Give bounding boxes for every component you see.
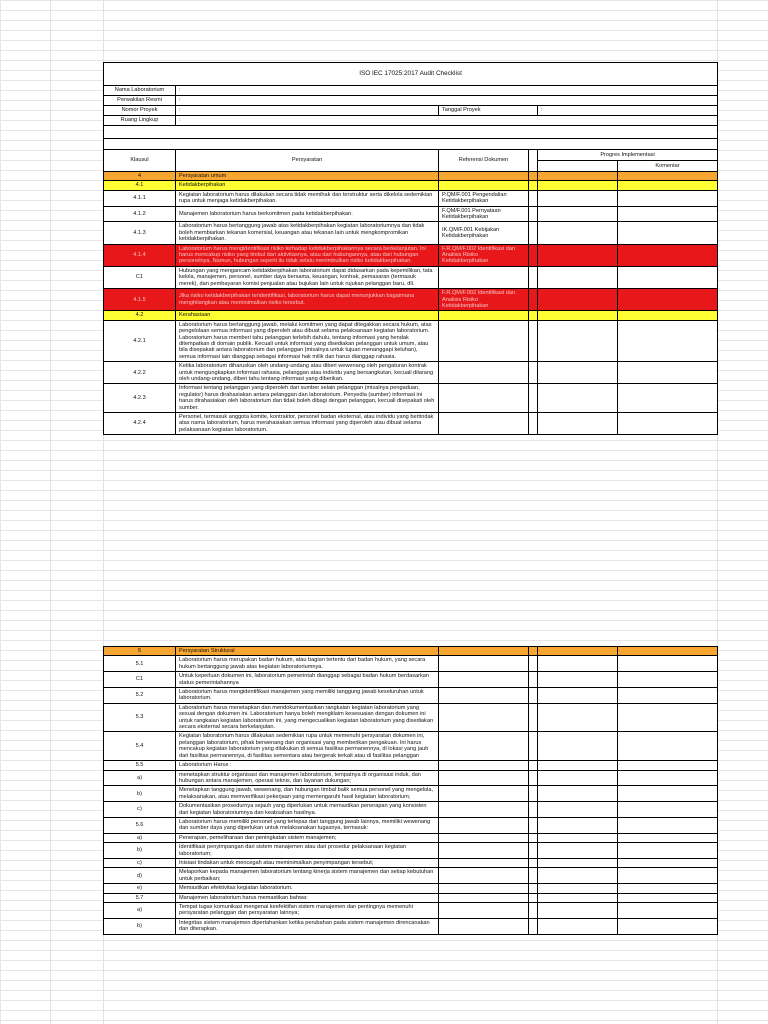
- comment-cell[interactable]: [618, 761, 718, 770]
- comment-cell[interactable]: [618, 918, 718, 934]
- reference-cell[interactable]: [439, 688, 529, 704]
- gap-cell: [529, 206, 538, 222]
- requirement-cell: menetapkan struktur organisasi dan manajemen laboratorium, tempatnya di organisasi induk, dan hubungan antara manajemen, operasi teknis, dan layanan dukungan;: [176, 770, 439, 786]
- comment-cell[interactable]: [618, 413, 718, 435]
- comment-cell[interactable]: [618, 289, 718, 311]
- checklist-row: [104, 918, 718, 934]
- requirement-cell: Laboratorium harus bertanggung jawab atas ketidakberpihakan kegiatan laboratoriumnya dan tidak boleh membiarkan tekanan komersial, keuangan atau tekanan lain untuk mengkompromikan ketidakberpihakan.: [176, 222, 439, 244]
- checklist-row: [104, 884, 718, 893]
- progress-cell[interactable]: [538, 688, 618, 704]
- comment-cell[interactable]: [618, 384, 718, 413]
- checklist-row: [104, 362, 718, 384]
- checklist-table: [103, 62, 718, 435]
- requirement-cell: Informasi tentang pelanggan yang diperoleh dari sumber selain pelanggan (misalnya pengaduan, regulator) harus dirahasiakan antara pelanggan dan laboratorium. Penyedia (sumber) informasi ini harus dirahasiakan oleh laboratorium dan tidak boleh dibagi dengan pelanggan, kecuali disepakati oleh sumber.: [176, 384, 439, 413]
- checklist-row: [104, 190, 718, 206]
- gap-cell: [529, 172, 538, 181]
- progress-cell[interactable]: [538, 868, 618, 884]
- reference-cell[interactable]: [439, 672, 529, 688]
- checklist-row: [104, 770, 718, 786]
- checklist-row: [104, 703, 718, 732]
- comment-cell[interactable]: [618, 817, 718, 833]
- checklist-row: [104, 647, 718, 656]
- requirement-cell: Ketika laboratorium diharuskan oleh undang-undang atau diberi wewenang oleh pengaturan kontrak untuk mengungkapkan informasi rahasia, pelanggan atau individu yang bersangkutan, kecuali dilarang oleh undang-undang, diberi tahu tentang informasi yang diberikan.: [176, 362, 439, 384]
- comment-cell[interactable]: [618, 362, 718, 384]
- requirement-cell: Manajemen laboratorium harus berkomitmen pada ketidakberpihakan.: [176, 206, 439, 222]
- reference-cell[interactable]: [439, 647, 529, 656]
- checklist-row: [104, 320, 718, 361]
- gap-cell: [529, 647, 538, 656]
- reference-cell[interactable]: [439, 761, 529, 770]
- progress-cell[interactable]: [538, 918, 618, 934]
- checklist-row: [104, 222, 718, 244]
- gap-cell: [529, 362, 538, 384]
- project-no-label: Nomor Proyek: [104, 106, 176, 116]
- comment-cell[interactable]: [618, 172, 718, 181]
- progress-subcell: [538, 161, 618, 172]
- spacer-row: [104, 126, 718, 139]
- checklist-sheet: [103, 646, 717, 935]
- comment-cell[interactable]: [618, 656, 718, 672]
- progress-cell[interactable]: [538, 893, 618, 902]
- clause-cell: 5: [104, 647, 176, 656]
- progress-cell[interactable]: [538, 384, 618, 413]
- reference-cell[interactable]: [439, 656, 529, 672]
- gap-cell: [529, 884, 538, 893]
- checklist-row: [104, 672, 718, 688]
- progress-cell[interactable]: [538, 703, 618, 732]
- reference-cell[interactable]: [439, 802, 529, 818]
- comment-cell[interactable]: [618, 833, 718, 842]
- progress-cell[interactable]: [538, 172, 618, 181]
- clause-cell: 5.1: [104, 656, 176, 672]
- comment-cell[interactable]: [618, 311, 718, 320]
- gap-cell: [529, 833, 538, 842]
- checklist-row: [104, 732, 718, 761]
- clause-cell: 4.2.3: [104, 384, 176, 413]
- clause-cell: d): [104, 868, 176, 884]
- clause-cell: 4.2.4: [104, 413, 176, 435]
- requirement-cell: Integritas sistem manajemen dipertahankan ketika perubahan pada sistem manajemen direncanakan dan diterapkan.: [176, 918, 439, 934]
- comment-cell[interactable]: [618, 672, 718, 688]
- reference-cell[interactable]: P.QM/F.001 Pengendalian Ketidakberpihakan: [439, 190, 529, 206]
- checklist-row: [104, 843, 718, 859]
- comment-cell[interactable]: [618, 802, 718, 818]
- comment-cell[interactable]: [618, 320, 718, 361]
- clause-cell: b): [104, 843, 176, 859]
- gap-cell: [529, 786, 538, 802]
- reference-cell[interactable]: F.R.QM/F.002 Identifikasi dan Analisis Risiko Ketidakberpihakan: [439, 289, 529, 311]
- progress-cell[interactable]: [538, 647, 618, 656]
- progress-cell[interactable]: [538, 656, 618, 672]
- gap-cell: [529, 770, 538, 786]
- reference-cell[interactable]: [439, 266, 529, 288]
- header-gap: [529, 150, 538, 172]
- reference-cell[interactable]: [439, 732, 529, 761]
- reference-cell[interactable]: [439, 172, 529, 181]
- gap-cell: [529, 656, 538, 672]
- progress-cell[interactable]: [538, 802, 618, 818]
- gap-cell: [529, 672, 538, 688]
- progress-cell[interactable]: [538, 266, 618, 288]
- requirement-cell: Manajemen laboratorium harus memastikan bahwa:: [176, 893, 439, 902]
- comment-cell[interactable]: [618, 647, 718, 656]
- checklist-page-2: [0, 644, 768, 1024]
- progress-cell[interactable]: [538, 817, 618, 833]
- progress-cell[interactable]: [538, 858, 618, 867]
- reference-cell[interactable]: [439, 884, 529, 893]
- comment-cell[interactable]: [618, 732, 718, 761]
- progress-cell[interactable]: [538, 206, 618, 222]
- progress-cell[interactable]: [538, 289, 618, 311]
- scope-label: Ruang Lingkup: [104, 116, 176, 126]
- clause-cell: 4.1.2: [104, 206, 176, 222]
- clause-cell: 5.2: [104, 688, 176, 704]
- checklist-row: [104, 311, 718, 320]
- gap-cell: [529, 244, 538, 266]
- reference-cell[interactable]: [439, 770, 529, 786]
- reference-cell[interactable]: [439, 703, 529, 732]
- clause-cell: 4: [104, 172, 176, 181]
- requirement-cell: Laboratorium harus mengidentifikasi manajemen yang memiliki tanggung jawab keseluruhan untuk laboratorium.: [176, 688, 439, 704]
- gap-cell: [529, 413, 538, 435]
- gap-cell: [529, 903, 538, 919]
- rep-field[interactable]: :: [176, 96, 718, 106]
- clause-cell: b): [104, 786, 176, 802]
- clause-cell: a): [104, 833, 176, 842]
- requirement-cell: Laboratorium harus memiliki personel yang terlepas dari tanggung jawab lainnya, memiliki wewenang dan sumber daya yang diperlukan untuk melaksanakan tugasnya, termasuk:: [176, 817, 439, 833]
- checklist-row: [104, 413, 718, 435]
- checklist-row: [104, 384, 718, 413]
- progress-cell[interactable]: [538, 244, 618, 266]
- clause-cell: 5.5: [104, 761, 176, 770]
- checklist-row: [104, 833, 718, 842]
- scope-field[interactable]: :: [176, 116, 718, 126]
- progress-cell[interactable]: [538, 833, 618, 842]
- gap-cell: [529, 761, 538, 770]
- checklist-row: [104, 858, 718, 867]
- progress-cell[interactable]: [538, 672, 618, 688]
- requirement-cell: Persyaratan umum: [176, 172, 439, 181]
- page-title: ISO IEC 17025:2017 Audit Checklist: [104, 63, 718, 86]
- comment-cell[interactable]: [618, 703, 718, 732]
- clause-cell: 4.1.1: [104, 190, 176, 206]
- gap-cell: [529, 181, 538, 190]
- requirement-cell: Tempat tugas komunikasi mengenai keefektifan sistem manajemen dan pentingnya memenuhi persyaratan pelanggan dan persyaratan lainnya;: [176, 903, 439, 919]
- gap-cell: [529, 868, 538, 884]
- progress-cell[interactable]: [538, 311, 618, 320]
- reference-cell[interactable]: [439, 413, 529, 435]
- date-field[interactable]: :: [538, 106, 718, 116]
- comment-cell[interactable]: [618, 843, 718, 859]
- comment-cell[interactable]: [618, 190, 718, 206]
- requirement-cell: Persyaratan Struktural: [176, 647, 439, 656]
- gap-cell: [529, 688, 538, 704]
- checklist-row: [104, 266, 718, 288]
- gap-cell: [529, 703, 538, 732]
- checklist-table: [103, 646, 718, 935]
- reference-header: Referensi Dokumen: [439, 150, 529, 172]
- clause-cell: 4.2: [104, 311, 176, 320]
- comment-cell[interactable]: [618, 244, 718, 266]
- requirement-cell: Laboratorium harus merupakan badan hukum, atau bagian tertentu dari badan hukum, yang secara hukum bertanggung jawab atas kegiatan laboratoriumnya.: [176, 656, 439, 672]
- requirement-cell: Laboratorium harus menetapkan dan mendokumentasikan rangkaian kegiatan laboratorium yang sesuai dengan dokumen ini. Laboratorium hanya boleh mengklaim kesesuaian dengan dokumen ini untuk rangkaian kegiatan laboratorium ini, yang mengecualikan kegiatan laboratorium yang disediakan secara eksternal secara berkelanjutan.: [176, 703, 439, 732]
- progress-cell[interactable]: [538, 843, 618, 859]
- project-no-field[interactable]: :: [176, 106, 439, 116]
- checklist-row: [104, 786, 718, 802]
- clause-cell: 5.6: [104, 817, 176, 833]
- progress-cell[interactable]: [538, 770, 618, 786]
- clause-cell: 5.7: [104, 893, 176, 902]
- requirement-cell: Personel, termasuk anggota komite, kontraktor, personel badan eksternal, atau individu yang bertindak atas nama laboratorium, harus merahasiakan semua informasi yang diperoleh atau dibuat selama pelaksanaan kegiatan laboratorium.: [176, 413, 439, 435]
- clause-cell: 4.1.4: [104, 244, 176, 266]
- comment-cell[interactable]: [618, 688, 718, 704]
- requirement-cell: Ketidakberpihakan: [176, 181, 439, 190]
- checklist-row: [104, 181, 718, 190]
- comment-cell[interactable]: [618, 206, 718, 222]
- requirement-cell: Memastikan efektivitas kegiatan laboratorium.: [176, 884, 439, 893]
- requirement-cell: Menetapkan tanggung jawab, wewenang, dan hubungan timbal balik semua personel yang mengelola, melaksanakan, atau memverifikasi pekerjaan yang memengaruhi hasil kegiatan laboratorium;: [176, 786, 439, 802]
- checklist-row: [104, 289, 718, 311]
- progress-cell[interactable]: [538, 884, 618, 893]
- requirement-header: Persyaratan: [176, 150, 439, 172]
- checklist-row: [104, 893, 718, 902]
- reference-cell[interactable]: [439, 833, 529, 842]
- clause-cell: c): [104, 802, 176, 818]
- comment-cell[interactable]: [618, 770, 718, 786]
- comment-cell[interactable]: [618, 893, 718, 902]
- gap-cell: [529, 320, 538, 361]
- progress-cell[interactable]: [538, 732, 618, 761]
- gap-cell: [529, 311, 538, 320]
- progress-cell[interactable]: [538, 761, 618, 770]
- comment-header: Komentar: [618, 161, 718, 172]
- clause-cell: a): [104, 770, 176, 786]
- requirement-cell: Dokumentasikan prosedurnya sejauh yang diperlukan untuk memastikan penerapan yang konsisten dari kegiatan laboratoriumnya dan keabsahan hasilnya.: [176, 802, 439, 818]
- gap-cell: [529, 732, 538, 761]
- clause-cell: 5.3: [104, 703, 176, 732]
- clause-cell: 4.1.5: [104, 289, 176, 311]
- reference-cell[interactable]: F.R.QM/F.002 Identifikasi dan Analisis Risiko Ketidakberpihakan: [439, 244, 529, 266]
- clause-cell: C1: [104, 672, 176, 688]
- clause-cell: 4.2.2: [104, 362, 176, 384]
- reference-cell[interactable]: [439, 817, 529, 833]
- progress-cell[interactable]: [538, 903, 618, 919]
- checklist-row: [104, 206, 718, 222]
- progress-cell[interactable]: [538, 362, 618, 384]
- comment-cell[interactable]: [618, 181, 718, 190]
- clause-header: Klausul: [104, 150, 176, 172]
- gap-cell: [529, 858, 538, 867]
- date-label: Tanggal Proyek: [439, 106, 538, 116]
- comment-cell[interactable]: [618, 858, 718, 867]
- requirement-cell: Hubungan yang mengancam ketidakberpihakan laboratorium dapat didasarkan pada kepemilikan, tata kelola, manajemen, personel, sumber daya bersama, keuangan, kontrak, pemasaran (termasuk merek), dan pembayaran komisi penjualan atau bujukan lain untuk rujukan pelanggan baru, dll.: [176, 266, 439, 288]
- clause-cell: a): [104, 903, 176, 919]
- reference-cell[interactable]: [439, 868, 529, 884]
- progress-cell[interactable]: [538, 181, 618, 190]
- progress-cell[interactable]: [538, 190, 618, 206]
- checklist-sheet: [103, 62, 717, 435]
- checklist-row: [104, 172, 718, 181]
- comment-cell[interactable]: [618, 222, 718, 244]
- gap-cell: [529, 190, 538, 206]
- reference-cell[interactable]: [439, 181, 529, 190]
- progress-cell[interactable]: [538, 413, 618, 435]
- requirement-cell: Kegiatan laboratorium harus dilakukan sedemikian rupa untuk memenuhi persyaratan dokumen ini, pelanggan laboratorium, pihak berwenang dan organisasi yang memberikan pengakuan. Ini harus mencakup kegiatan laboratorium yang dilakukan di semua fasilitas permanennya, di lokasi yang jauh dari fasilitas permanennya, di fasilitas sementara atau bergerak terkait atau di fasilitas pelanggan: [176, 732, 439, 761]
- clause-cell: 4.1: [104, 181, 176, 190]
- requirement-cell: Jika risiko ketidakberpihakan teridentifikasi, laboratorium harus dapat menunjukkan bagaimana menghilangkan atau meminimalkan risiko tersebut.: [176, 289, 439, 311]
- clause-cell: 5.4: [104, 732, 176, 761]
- clause-cell: 4.2.1: [104, 320, 176, 361]
- spacer-row: [104, 139, 718, 150]
- checklist-row: [104, 244, 718, 266]
- checklist-page-1: [0, 52, 768, 536]
- gap-cell: [529, 384, 538, 413]
- reference-cell[interactable]: [439, 362, 529, 384]
- reference-cell[interactable]: F.QM/F.001 Pernyataan Ketidakberpihakan: [439, 206, 529, 222]
- requirement-cell: Laboratorium Harus :: [176, 761, 439, 770]
- progress-cell[interactable]: [538, 222, 618, 244]
- clause-cell: e): [104, 884, 176, 893]
- comment-cell[interactable]: [618, 786, 718, 802]
- gap-cell: [529, 893, 538, 902]
- checklist-row: [104, 903, 718, 919]
- reference-cell[interactable]: [439, 843, 529, 859]
- gap-cell: [529, 843, 538, 859]
- reference-cell[interactable]: [439, 858, 529, 867]
- reference-cell[interactable]: [439, 311, 529, 320]
- checklist-row: [104, 688, 718, 704]
- requirement-cell: Melaporkan kepada manajemen laboratorium tentang kinerja sistem manajemen dan setiap kebutuhan untuk perbaikan;: [176, 868, 439, 884]
- gap-cell: [529, 222, 538, 244]
- gap-cell: [529, 266, 538, 288]
- comment-cell[interactable]: [618, 868, 718, 884]
- requirement-cell: Laboratorium harus mengidentifikasi risiko terhadap ketidakberpihakannya secara berkelanjutan. Ini harus mencakup risiko yang timbul dari aktivitasnya, atau dari hubungannya, atau dari hubungan personelnya. Namun, hubungan seperti itu tidak selalu menimbulkan risiko ketidakberpihakan.: [176, 244, 439, 266]
- checklist-row: [104, 817, 718, 833]
- lab-name-label: Nama Laboratorium: [104, 86, 176, 96]
- clause-cell: C1: [104, 266, 176, 288]
- clause-cell: 4.1.3: [104, 222, 176, 244]
- reference-cell[interactable]: [439, 903, 529, 919]
- gap-cell: [529, 289, 538, 311]
- checklist-row: [104, 761, 718, 770]
- requirement-cell: Inisiasi tindakan untuk mencegah atau meminimalkan penyimpangan tersebut;: [176, 858, 439, 867]
- checklist-row: [104, 802, 718, 818]
- gap-cell: [529, 817, 538, 833]
- reference-cell[interactable]: [439, 893, 529, 902]
- clause-cell: b): [104, 918, 176, 934]
- gap-cell: [529, 802, 538, 818]
- comment-cell[interactable]: [618, 266, 718, 288]
- requirement-cell: Kerahasiaan: [176, 311, 439, 320]
- requirement-cell: Laboratorium harus bertanggung jawab, melalui komitmen yang dapat ditegakkan secara hukum, atas pengelolaan semua informasi yang diperoleh atau dibuat selama pelaksanaan kegiatan laboratorium. Laboratorium harus memberi tahu pelanggan terlebih dahulu, tentang informasi yang hendak ditempatkan di domain publik. Kecuali untuk informasi yang disediakan pelanggan untuk umum, atau bila disepakati antara laboratorium dan pelanggan (misalnya untuk tujuan menanggapi keluhan), semua informasi lain dianggap sebagai informasi hak milik dan harus dianggap rahasia.: [176, 320, 439, 361]
- reference-cell[interactable]: [439, 786, 529, 802]
- comment-cell[interactable]: [618, 884, 718, 893]
- requirement-cell: Untuk keperluan dokumen ini, laboratorium pemerintah dianggap sebagai badan hukum berdasarkan status pemerintahannya: [176, 672, 439, 688]
- checklist-row: [104, 656, 718, 672]
- rep-label: Perwakilan Resmi: [104, 96, 176, 106]
- comment-cell[interactable]: [618, 903, 718, 919]
- clause-cell: c): [104, 858, 176, 867]
- reference-cell[interactable]: [439, 918, 529, 934]
- reference-cell[interactable]: [439, 384, 529, 413]
- checklist-row: [104, 868, 718, 884]
- requirement-cell: Kegiatan laboratorium harus dilakukan secara tidak memihak dan terstruktur serta dikelola sedemikian rupa untuk menjaga ketidakberpihakan.: [176, 190, 439, 206]
- progress-cell[interactable]: [538, 786, 618, 802]
- reference-cell[interactable]: IK.QM/F.001 Kebijakan Ketidakberpihakan: [439, 222, 529, 244]
- progress-cell[interactable]: [538, 320, 618, 361]
- progress-header: Progres Implementasi: [538, 150, 718, 161]
- reference-cell[interactable]: [439, 320, 529, 361]
- gap-cell: [529, 918, 538, 934]
- requirement-cell: Penerapan, pemeliharaan dan peningkatan sistem manajemen;: [176, 833, 439, 842]
- requirement-cell: Identifikasi penyimpangan dari sistem manajemen atau dari prosedur pelaksanaan kegiatan laboratorium;: [176, 843, 439, 859]
- lab-name-field[interactable]: :: [176, 86, 718, 96]
